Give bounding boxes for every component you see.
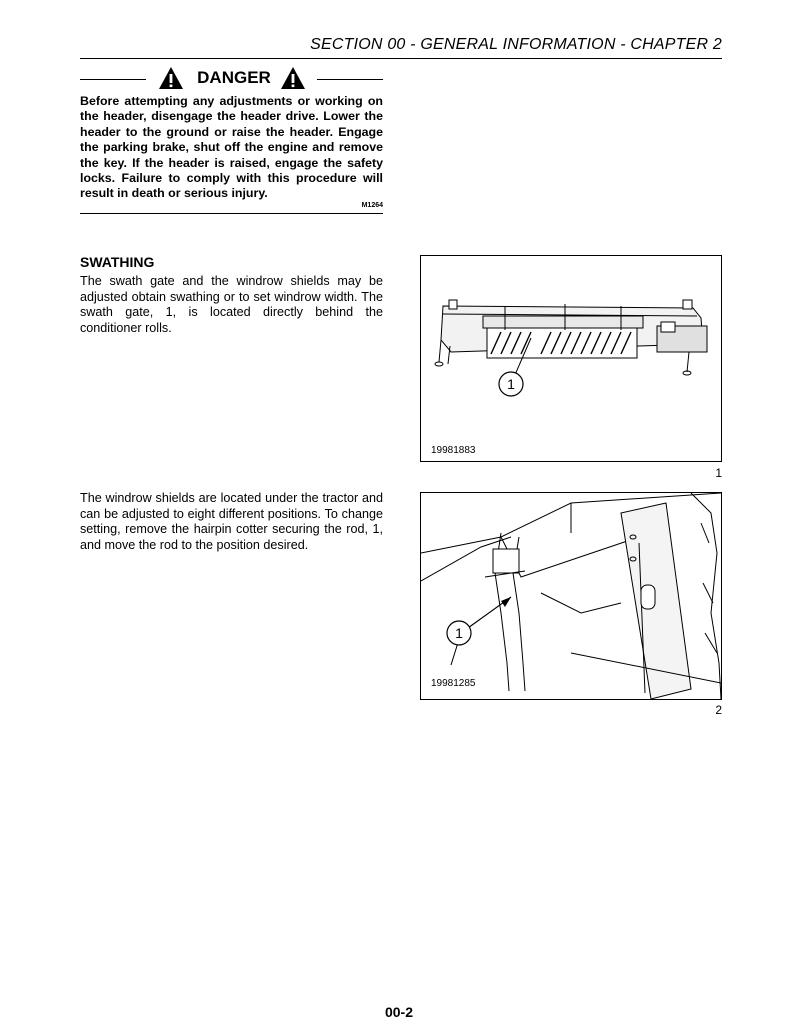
callout-label: 1 [455, 625, 463, 641]
swath-gate-paragraph: The swath gate and the windrow shields may be adjusted obtain swathing or to set windrow width. The swath gate, 1, is located directly behind the conditioner rolls. [80, 274, 383, 335]
figure-2-number: 2 [715, 703, 722, 717]
header-rule [80, 58, 722, 59]
warning-triangle-icon [280, 66, 306, 90]
windrow-shields-paragraph: The windrow shields are located under the tractor and can be adjusted to eight different positions. To change setting, remove the hairpin cotter securing the rod, 1, and move the rod to the position desired. [80, 491, 383, 552]
danger-heading [80, 66, 383, 92]
windrow-shield-drawing [421, 493, 721, 699]
page-number: 00-2 [384, 1004, 414, 1020]
callout-label: 1 [507, 376, 515, 392]
danger-rule-left [80, 79, 146, 80]
danger-rule-right [317, 79, 383, 80]
danger-text: Before attempting any adjustments or working on the header, disengage the header drive. Lower the header to the ground or raise the header. Engage the parking brake, shut off the engine and remove the key. If the header is raised, engage the safety locks. Failure to comply with this procedure will result in death or serious injury. [80, 94, 383, 201]
figure-1-number: 1 [715, 466, 722, 480]
page-header-title: SECTION 00 - GENERAL INFORMATION - CHAPTER 2 [310, 36, 722, 53]
figure-2-windrow-shield-illustration [420, 492, 722, 700]
danger-code: M1264 [361, 202, 383, 209]
figure-2-code: 19981285 [431, 678, 476, 689]
figure-1-code: 19981883 [431, 445, 476, 456]
header-drawing [421, 256, 721, 461]
danger-label: DANGER [197, 68, 271, 87]
danger-bottom-rule [80, 213, 383, 214]
section-heading: SWATHING [80, 254, 155, 270]
figure-1-header-illustration [420, 255, 722, 462]
warning-triangle-icon [158, 66, 184, 90]
